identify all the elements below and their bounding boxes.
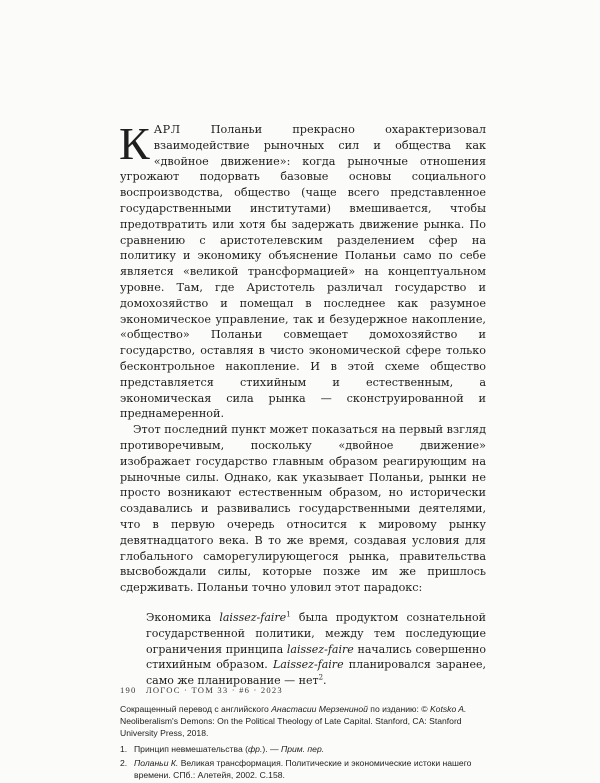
footnote-number: 1. xyxy=(120,743,128,754)
footnote-ref-1: 1 xyxy=(286,610,291,619)
paragraph-2: Этот последний пункт может показаться на первый взгляд противоречивым, поскольку «двойное движение» изображает государство главным образом реагирующим на рыночные силы. Однако, как указывает Поланьи, рынки не просто возникают естественным образом, но исторически создавались и развивались государственными деятелями, что в первую очередь относится к мировому рынку девятнадцатого века. В то же время, создавая условия для глобального саморегулирующегося рынка, правительства высвобождали силы, которые позже им же пришлось сдерживать. Поланьи точно уловил этот парадокс: xyxy=(120,423,486,595)
paragraph-1-text: Поланьи прекрасно охарактеризовал взаимодействие рыночных сил и общества как «двойное движение»: когда рыночные отношения угрожают подорвать базовые основы социального воспроизводства, общество (чаще всего представленное государственными институтами) вмешивается, чтобы предотвратить или хотя бы задержать движение рынка. По сравнению с аристотелевским разделением сфер на политику и экономику объяснение Поланьи само по себе является «великой трансформацией» на концептуальном уровне. Там, где Аристотель различал государство и домохозяйство и помещал в последнее как разумное экономическое управление, так и безудержное накопление, «общество» Поланьи совмещает домохозяйство и государство, оставляя в чисто экономической сфере только бесконтрольное накопление. И в этой схеме общество представляется стихийным и естественным, а экономическая сила рынка — сконструированной и преднамеренной. xyxy=(120,123,486,421)
paragraph-1 xyxy=(119,118,486,422)
quote-term-1: laissez-faire xyxy=(219,610,287,624)
source-author: Kotsko A. xyxy=(429,703,467,714)
notes-section xyxy=(120,703,486,781)
block-quote: Экономика laissez-faire$^1$ была продуктом сознательной государственной политики, между тем последующие ограничения принципа laissez-faire начались совершенно стихийным образом. Laissez-faire планировался заранее, само же планирование — нет$^2$. xyxy=(146,610,487,688)
footnote-text: Принцип невмешательства (фр.). — Прим. пер. xyxy=(134,743,325,754)
page-footer xyxy=(120,685,289,695)
translator-name: Анастасии Мерзениной xyxy=(271,703,368,714)
quote-term-3: Laissez-faire xyxy=(272,658,344,672)
page-number: 190 xyxy=(120,685,137,695)
footnote-number: 2. xyxy=(120,757,128,768)
translation-source-note: Сокращенный перевод с английского Анастасии Мерзениной по изданию: © Kotsko A. Neoliberalism's Demons: On the Political Theology of Late Capital. Stanford, CA: Stanford University Press, 2018. xyxy=(120,703,467,739)
journal-info: ЛОГОС · ТОМ 33 · #6 · 2023 xyxy=(145,685,283,695)
drop-cap: К xyxy=(119,118,150,169)
footnote-text: Поланьи К. Великая трансформация. Политические и экономические истоки нашего времени. СПб.: Алетейя, 2002. С.158. xyxy=(134,757,472,780)
lead-in: АРЛ xyxy=(153,123,181,136)
footnote-1 xyxy=(120,743,486,755)
main-text xyxy=(119,118,487,783)
footnote-ref-2: 2 xyxy=(318,673,324,682)
quote-term-2: laissez-faire xyxy=(286,642,354,656)
footnote-2 xyxy=(120,757,486,781)
